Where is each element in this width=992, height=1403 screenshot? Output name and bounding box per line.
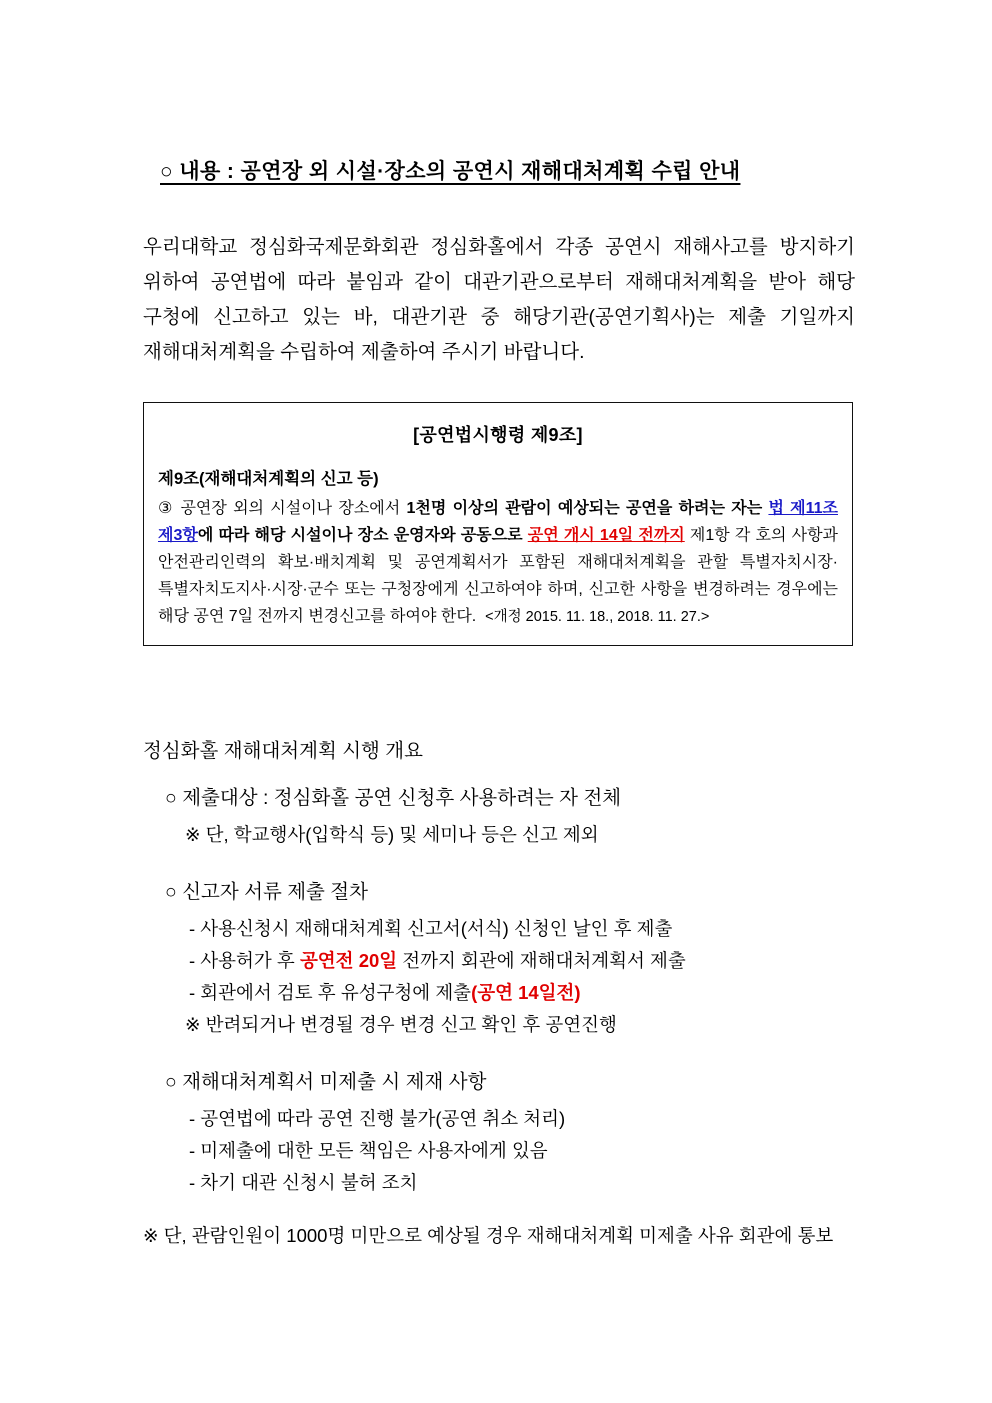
law-part-4-bold: 에 따라 해당 시설이나 장소 운영자와 공동으로 (197, 527, 528, 544)
law-part-5-highlight: 공연 개시 14일 전까지 (527, 527, 685, 544)
section-line: - 미제출에 대한 모든 책임은 사용자에게 있음 (189, 1140, 548, 1161)
section-head: ○ 제출대상 : 정심화홀 공연 신청후 사용하려는 자 전체 (165, 787, 622, 809)
footer-note: ※ 단, 관람인원이 1000명 미만으로 예상될 경우 재해대처계획 미제출 사유 회관에 통보 (143, 1225, 834, 1246)
section-penalty (143, 1067, 883, 1199)
section-line: - 공연법에 따라 공연 진행 불가(공연 취소 처리) (189, 1108, 566, 1129)
section-line: - 사용신청시 재해대처계획 신고서(서식) 신청인 날인 후 제출 (189, 918, 673, 939)
section-line (189, 977, 883, 1009)
page-title: ○ 내용 : 공연장 외 시설·장소의 공연시 재해대처계획 수립 안내 (160, 160, 741, 183)
section-head: ○ 재해대처계획서 미제출 시 제재 사항 (165, 1071, 487, 1093)
deadline-highlight: (공연 14일전) (471, 982, 581, 1003)
section-line: ※ 반려되거나 변경될 경우 변경 신고 확인 후 공연진행 (185, 1014, 617, 1035)
deadline-highlight: 공연전 20일 (299, 950, 398, 971)
law-box-title: [공연법시행령 제9조] (413, 425, 583, 445)
line-text-lead: - 사용허가 후 (189, 950, 300, 971)
law-part-2-bold: 1천명 이상의 관람이 예상되는 공연을 하려는 자는 (406, 500, 769, 517)
overview-heading: 정심화홀 재해대처계획 시행 개요 (143, 740, 423, 762)
law-body (158, 495, 838, 631)
section-submission-target (143, 783, 883, 851)
law-article-title: 제9조(재해대처계획의 신고 등) (158, 470, 379, 488)
section-line (189, 945, 883, 977)
law-part-3-link: 법 제11조 제3항 (158, 500, 838, 544)
overview-sections (143, 783, 883, 1225)
section-line: ※ 단, 학교행사(입학식 등) 및 세미나 등은 신고 제외 (185, 824, 599, 845)
section-procedure (143, 877, 883, 1041)
line-text-lead: - 회관에서 검토 후 유성구청에 제출 (189, 982, 472, 1003)
law-part-1: ③ 공연장 외의 시설이나 장소에서 (158, 500, 407, 517)
line-text-tail: 전까지 회관에 재해대처계획서 제출 (397, 950, 686, 971)
section-head: ○ 신고자 서류 제출 절차 (165, 881, 368, 903)
law-amendment-note: <개정 2015. 11. 18., 2018. 11. 27.> (485, 609, 710, 625)
law-part-6: 제1항 각 호의 사항과 안전관리인력의 확보·배치계획 및 공연계획서가 포함된 재해대처계획을 관할 특별자치시장·특별자치도지사·시장·군수 또는 구청장에게 신고하여야 하며, 신고한 사항을 변경하려는 경우에는 해당 공연 7일 전까지 변경신고를 하여야 한다. (158, 527, 838, 625)
section-line: - 차기 대관 신청시 불허 조치 (189, 1172, 418, 1193)
law-excerpt-box (143, 402, 853, 646)
intro-paragraph: 우리대학교 정심화국제문화회관 정심화홀에서 각종 공연시 재해사고를 방지하기 위하여 공연법에 따라 붙임과 같이 대관기관으로부터 재해대처계획을 받아 해당 구청에 신고하고 있는 바, 대관기관 중 해당기관(공연기획사)는 제출 기일까지 재해대처계획을 수립하여 제출하여 주시기 바랍니다. (143, 236, 855, 363)
